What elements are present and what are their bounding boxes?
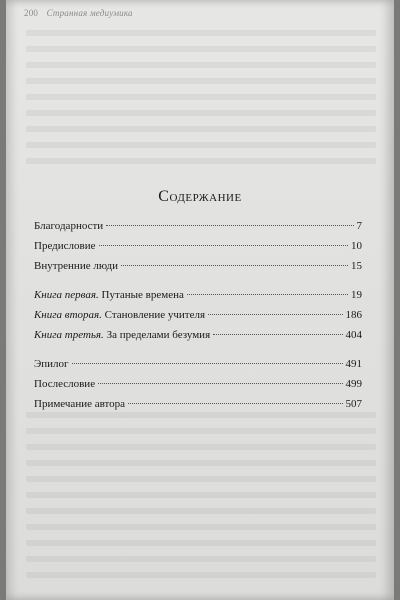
show-through-text — [26, 30, 376, 36]
toc-entry-label: Послесловие — [34, 378, 96, 390]
toc-title: Содержание — [158, 188, 242, 205]
show-through-text — [26, 158, 376, 164]
show-through-text — [26, 460, 376, 466]
toc-entry-page: 491 — [345, 358, 362, 370]
toc-entry[interactable] — [34, 398, 362, 418]
running-head-title: Странная медиумика — [46, 8, 133, 18]
show-through-text — [26, 476, 376, 482]
toc-entry-label — [34, 309, 205, 321]
toc-entry-page: 15 — [351, 260, 362, 272]
dot-leader — [213, 334, 342, 335]
toc-book-title: Путаные времена — [101, 289, 184, 301]
toc-entry[interactable] — [34, 289, 362, 309]
toc-entry[interactable] — [34, 220, 362, 240]
show-through-text — [26, 572, 376, 578]
show-through-text — [26, 540, 376, 546]
toc-book-label: Книга вторая. — [34, 309, 102, 321]
toc-entry-page: 7 — [356, 220, 362, 232]
dot-leader — [72, 363, 343, 364]
show-through-text — [26, 492, 376, 498]
toc-entry[interactable] — [34, 358, 362, 378]
toc-entry-page: 19 — [351, 289, 362, 301]
toc-entry[interactable] — [34, 378, 362, 398]
show-through-text — [26, 78, 376, 84]
show-through-text — [26, 444, 376, 450]
book-page — [6, 0, 394, 600]
show-through-text — [26, 126, 376, 132]
running-head — [24, 8, 133, 18]
toc-book-label: Книга первая. — [34, 289, 99, 301]
dot-leader — [106, 225, 353, 226]
dot-leader — [121, 265, 348, 266]
table-of-contents — [34, 220, 362, 418]
show-through-text — [26, 556, 376, 562]
toc-entry[interactable] — [34, 240, 362, 260]
toc-entry-page: 10 — [351, 240, 362, 252]
toc-entry[interactable] — [34, 309, 362, 329]
toc-book-title: Становление учителя — [104, 309, 206, 321]
toc-entry-label: Примечание автора — [34, 398, 126, 410]
show-through-text — [26, 46, 376, 52]
dot-leader — [208, 314, 342, 315]
show-through-text — [26, 142, 376, 148]
show-through-text — [26, 94, 376, 100]
toc-entry-label: Предисловие — [34, 240, 96, 252]
dot-leader — [128, 403, 342, 404]
toc-entry-label: Благодарности — [34, 220, 104, 232]
toc-entry-page: 499 — [345, 378, 362, 390]
toc-entry-page: 507 — [345, 398, 362, 410]
toc-entry-label — [34, 289, 184, 301]
toc-entry-page: 404 — [345, 329, 362, 341]
show-through-text — [26, 62, 376, 68]
show-through-text — [26, 524, 376, 530]
dot-leader — [99, 245, 349, 246]
show-through-text — [26, 110, 376, 116]
show-through-text — [26, 508, 376, 514]
toc-entry[interactable] — [34, 260, 362, 280]
show-through-text — [26, 428, 376, 434]
toc-entry[interactable] — [34, 329, 362, 349]
dot-leader — [98, 383, 342, 384]
toc-entry-page: 186 — [345, 309, 362, 321]
toc-book-label: Книга третья. — [34, 329, 104, 341]
toc-book-title: За пределами безумия — [106, 329, 211, 341]
dot-leader — [187, 294, 348, 295]
toc-entry-label: Внутренние люди — [34, 260, 118, 272]
toc-entry-label — [34, 329, 210, 341]
running-head-page-number: 200 — [24, 8, 39, 18]
toc-entry-label: Эпилог — [34, 358, 69, 370]
